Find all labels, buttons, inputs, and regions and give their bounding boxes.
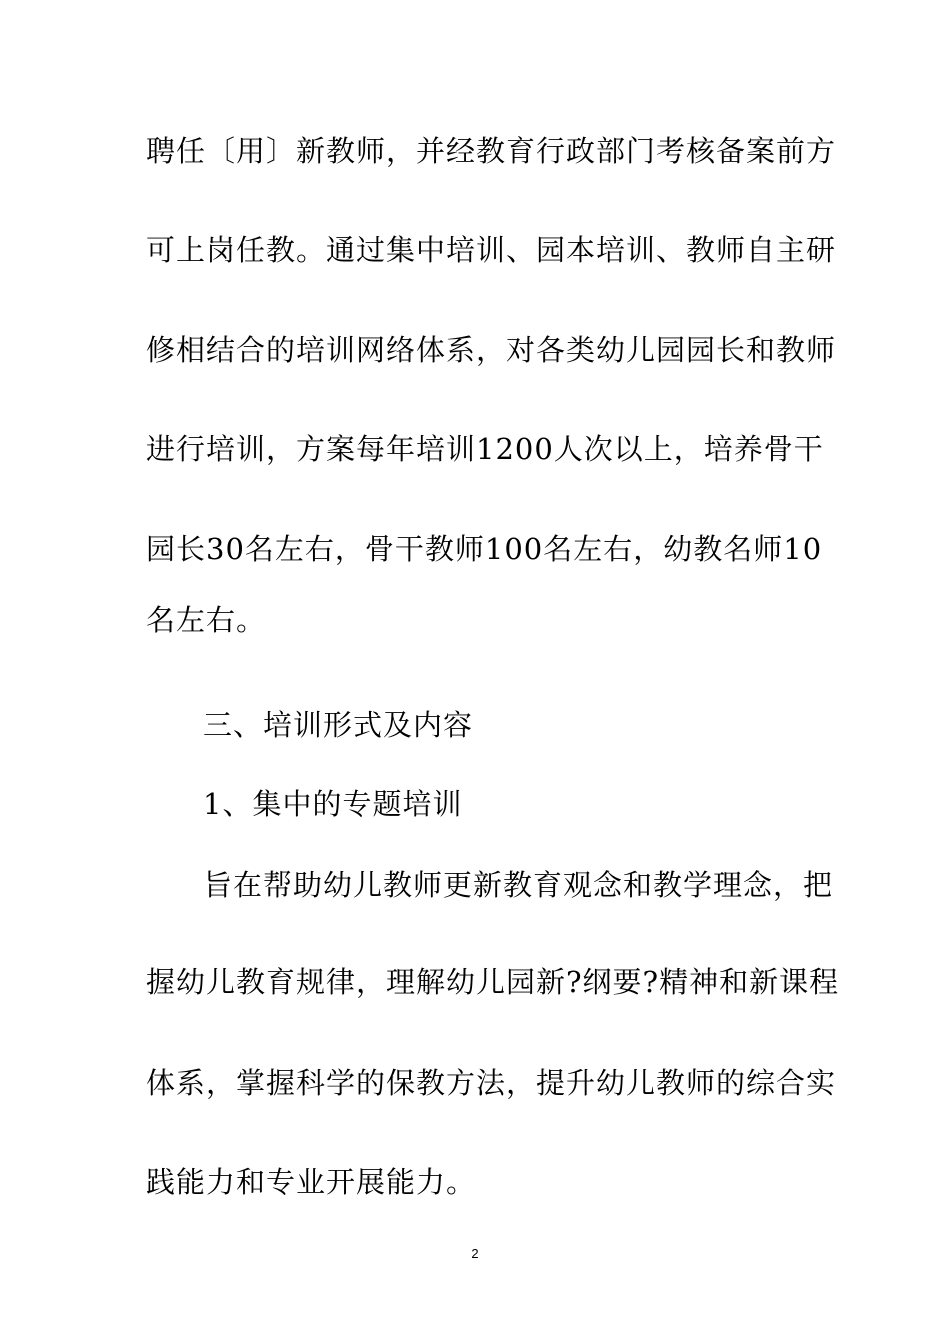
paragraph-line: 践能力和专业开展能力。 (146, 1165, 477, 1199)
paragraph-line: 园长30名左右，骨干教师100名左右，幼教名师10 (146, 532, 823, 566)
paragraph-line: 可上岗任教。通过集中培训、园本培训、教师自主研 (146, 233, 837, 267)
paragraph-line: 进行培训，方案每年培训1200人次以上，培养骨干 (146, 432, 824, 466)
paragraph-line: 修相结合的培训网络体系，对各类幼儿园园长和教师 (146, 333, 837, 367)
paragraph-line: 聘任〔用〕新教师，并经教育行政部门考核备案前方 (146, 134, 837, 168)
subsection-heading: 1、集中的专题培训 (203, 787, 463, 821)
paragraph-line: 旨在帮助幼儿教师更新教育观念和教学理念，把 (203, 868, 834, 902)
paragraph-line: 名左右。 (146, 603, 267, 637)
paragraph-line: 体系，掌握科学的保教方法，提升幼儿教师的综合实 (146, 1066, 837, 1100)
section-heading: 三、培训形式及内容 (203, 708, 474, 742)
paragraph-line: 握幼儿教育规律，理解幼儿园新?纲要?精神和新课程 (146, 965, 840, 999)
page-number: 2 (471, 1246, 479, 1261)
